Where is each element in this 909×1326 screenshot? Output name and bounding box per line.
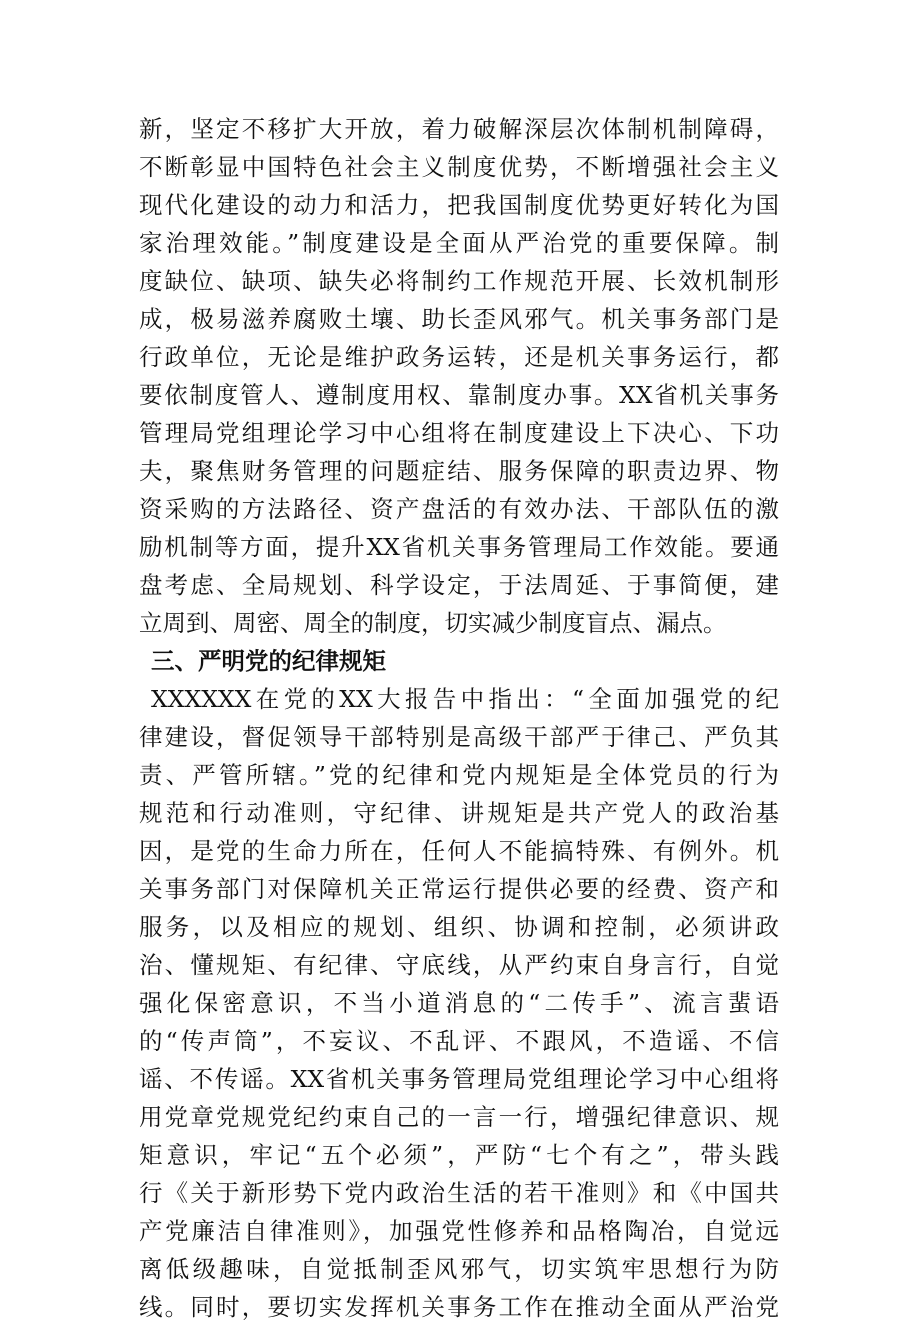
- paragraph-line: 夫，聚焦财务管理的问题症结、服务保障的职责边界、物: [139, 457, 779, 485]
- paragraph-line: 现代化建设的动力和活力，把我国制度优势更好转化为国: [139, 191, 779, 219]
- paragraph-line: 律建设，督促领导干部特别是高级干部严于律己、严负其: [139, 723, 779, 751]
- paragraph-line: 产党廉洁自律准则》，加强党性修养和品格陶冶，自觉远: [139, 1217, 779, 1245]
- paragraph-line: 不断彰显中国特色社会主义制度优势，不断增强社会主义: [139, 153, 779, 181]
- paragraph-line: 行政单位，无论是维护政务运转，还是机关事务运行，都: [139, 343, 779, 371]
- paragraph-line: 盘考虑、全局规划、科学设定，于法周延、于事简便，建: [139, 571, 779, 599]
- paragraph-line: 责、严管所辖。”党的纪律和党内规矩是全体党员的行为: [139, 761, 779, 789]
- paragraph-line: 成，极易滋养腐败土壤、助长歪风邪气。机关事务部门是: [139, 305, 779, 333]
- paragraph-line: 家治理效能。”制度建设是全面从严治党的重要保障。制: [139, 229, 779, 257]
- paragraph-line: 矩意识，牢记“五个必须”，严防“七个有之”，带头践: [139, 1141, 779, 1169]
- paragraph-line: 因，是党的生命力所在，任何人不能搞特殊、有例外。机: [139, 837, 779, 865]
- section-heading: 三、严明党的纪律规矩: [151, 647, 386, 675]
- paragraph-line: 离低级趣味，自觉抵制歪风邪气，切实筑牢思想行为防: [139, 1255, 779, 1283]
- paragraph-line: 规范和行动准则，守纪律、讲规矩是共产党人的政治基: [139, 799, 779, 827]
- paragraph-line: 用党章党规党纪约束自己的一言一行，增强纪律意识、规: [139, 1103, 779, 1131]
- paragraph-line: 的“传声筒”，不妄议、不乱评、不跟风，不造谣、不信: [139, 1027, 779, 1055]
- paragraph-line: 强化保密意识，不当小道消息的“二传手”、流言蜚语: [139, 989, 779, 1017]
- paragraph-line: 关事务部门对保障机关正常运行提供必要的经费、资产和: [139, 875, 779, 903]
- paragraph-line: 要依制度管人、遵制度用权、靠制度办事。XX省机关事务: [139, 381, 779, 409]
- paragraph-line: 度缺位、缺项、缺失必将制约工作规范开展、长效机制形: [139, 267, 779, 295]
- paragraph-line: 励机制等方面，提升XX省机关事务管理局工作效能。要通: [139, 533, 779, 561]
- paragraph-line: 谣、不传谣。XX省机关事务管理局党组理论学习中心组将: [139, 1065, 779, 1093]
- paragraph-line: 线。同时，要切实发挥机关事务工作在推动全面从严治党: [139, 1293, 779, 1321]
- paragraph-line: 资采购的方法路径、资产盘活的有效办法、干部队伍的激: [139, 495, 779, 523]
- paragraph-line: 新，坚定不移扩大开放，着力破解深层次体制机制障碍，: [139, 115, 779, 143]
- paragraph-line: 立周到、周密、周全的制度，切实减少制度盲点、漏点。: [139, 609, 727, 637]
- paragraph-line: 服务，以及相应的规划、组织、协调和控制，必须讲政: [139, 913, 779, 941]
- paragraph-line: 治、懂规矩、有纪律、守底线，从严约束自身言行，自觉: [139, 951, 779, 979]
- paragraph-line: 管理局党组理论学习中心组将在制度建设上下决心、下功: [139, 419, 779, 447]
- paragraph-line: XXXXXX在党的XX大报告中指出：“全面加强党的纪: [151, 685, 779, 713]
- paragraph-line: 行《关于新形势下党内政治生活的若干准则》和《中国共: [139, 1179, 779, 1207]
- paragraph-continued: [139, 110, 779, 1326]
